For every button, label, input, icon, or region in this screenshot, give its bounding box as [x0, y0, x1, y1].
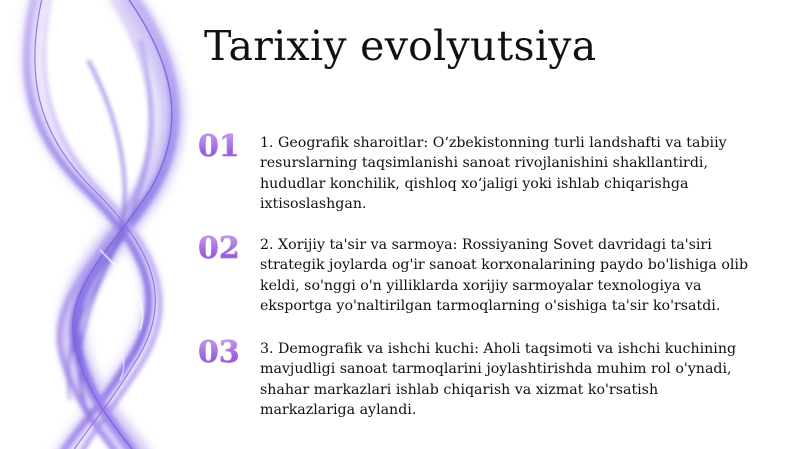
item-text-1: 1. Geografik sharoitlar: O‘zbekistonning turli landshafti va tabiiy resurslarning taqsimlanishi sanoat rivojlanishini shakllantirdi, hududlar konchilik, qishloq xo‘jaligi yoki ishlab chiqarishga ixtisoslashgan. [260, 135, 727, 212]
item-text-3: 3. Demografik va ishchi kuchi: Aholi taqsimoti va ishchi kuchining mavjudligi sanoat tarmoqlarini joylashtirishda muhim rol o'ynadi, shahar markazlari ishlab chiqarish va xizmat ko'rsatish markazlariga aylandi. [260, 341, 737, 418]
item-number-1: 01 [198, 129, 250, 165]
item-number-2: 02 [198, 231, 250, 267]
decorative-smoke-ribbon [0, 0, 220, 449]
item-number-3: 03 [198, 335, 250, 371]
slide-title: Tarixiy evolyutsiya [204, 22, 597, 70]
item-text-2: 2. Xorijiy ta'sir va sarmoya: Rossiyaning Sovet davridagi ta'siri strategik joylarda og'ir sanoat korxonalarining paydo bo'lishiga olib keldi, so'nggi o'n yilliklarda xorijiy sarmoyalar texnologiya va eksportga yo'naltirilgan tarmoqlarning o'sishiga ta'sir ko'rsatdi. [260, 237, 749, 314]
